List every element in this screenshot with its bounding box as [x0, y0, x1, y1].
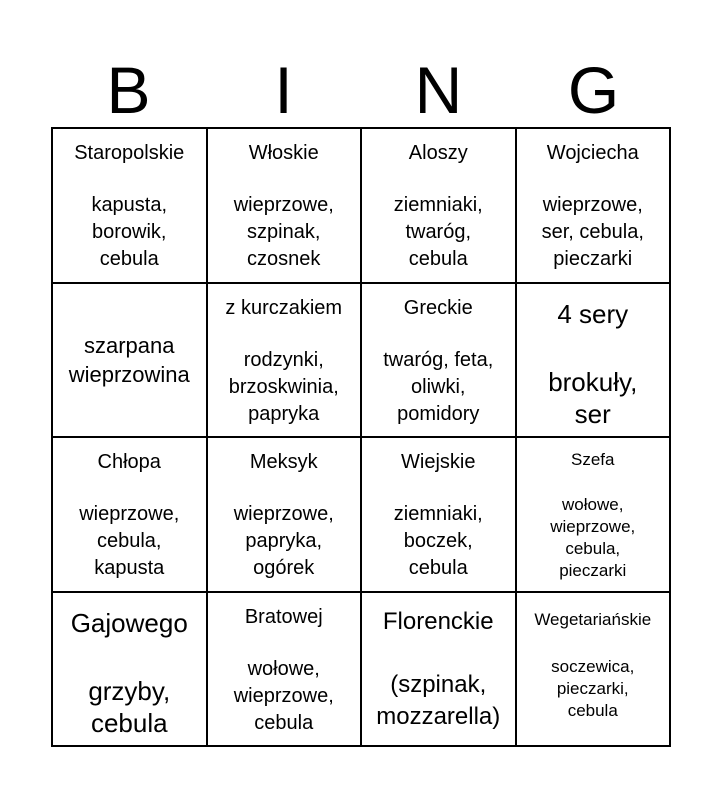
bingo-cell[interactable]: [517, 284, 672, 439]
header-letter-i: I: [274, 53, 293, 127]
cell-title: Chłopa: [97, 451, 161, 473]
bingo-cell[interactable]: [53, 129, 208, 284]
cell-ingredients: wieprzowe, ser, cebula, pieczarki: [541, 194, 644, 270]
cell-title: Wiejskie: [401, 451, 476, 473]
bingo-cell[interactable]: [362, 129, 517, 284]
cell-ingredients: brokuły, ser: [548, 366, 638, 429]
cell-title: Wegetariańskie: [534, 609, 652, 629]
cell-ingredients: szarpana wieprzowina: [68, 332, 190, 387]
bingo-cell[interactable]: [362, 593, 517, 748]
cell-ingredients: twaróg, feta, oliwki, pomidory: [383, 348, 494, 425]
cell-title: z kurczakiem: [225, 296, 343, 319]
cell-title: Szefa: [571, 450, 615, 469]
bingo-header: [51, 52, 671, 128]
cell-title: Wojciecha: [546, 142, 639, 164]
bingo-cell[interactable]: [517, 438, 672, 593]
cell-title: Bratowej: [244, 605, 323, 628]
cell-ingredients: wieprzowe, cebula, kapusta: [79, 503, 180, 579]
cell-ingredients: grzyby, cebula: [88, 675, 171, 738]
header-letter-n: N: [414, 53, 463, 127]
bingo-cell[interactable]: [208, 438, 363, 593]
bingo-cell[interactable]: [53, 284, 208, 439]
cell-ingredients: (szpinak, mozzarella): [376, 670, 501, 730]
bingo-grid: [51, 127, 671, 747]
cell-ingredients: rodzynki, brzoskwinia, papryka: [228, 348, 339, 425]
header-letter-b: B: [106, 53, 151, 127]
cell-title: Meksyk: [249, 451, 318, 473]
bingo-cell[interactable]: [53, 438, 208, 593]
cell-title: Staropolskie: [74, 142, 185, 164]
bingo-cell[interactable]: [208, 129, 363, 284]
bingo-cell[interactable]: [53, 593, 208, 748]
bingo-cell[interactable]: [208, 593, 363, 748]
cell-title: Aloszy: [408, 142, 468, 164]
cell-ingredients: wołowe, wieprzowe, cebula: [233, 657, 334, 734]
cell-ingredients: ziemniaki, twaróg, cebula: [393, 194, 483, 270]
cell-ingredients: soczewica, pieczarki, cebula: [551, 656, 635, 720]
bingo-cell[interactable]: [362, 284, 517, 439]
cell-ingredients: kapusta, borowik, cebula: [91, 194, 168, 270]
cell-title: Greckie: [403, 296, 473, 319]
cell-ingredients: wołowe, wieprzowe, cebula, pieczarki: [550, 495, 636, 580]
cell-title: Włoskie: [248, 142, 319, 164]
cell-title: 4 sery: [557, 298, 629, 329]
header-letter-g: G: [567, 53, 620, 127]
cell-title: Florenckie: [382, 607, 494, 635]
bingo-cell[interactable]: [517, 593, 672, 748]
cell-ingredients: ziemniaki, boczek, cebula: [393, 503, 483, 579]
bingo-cell[interactable]: [362, 438, 517, 593]
cell-title: Gajowego: [70, 607, 188, 638]
cell-ingredients: wieprzowe, papryka, ogórek: [233, 503, 334, 579]
bingo-cell[interactable]: [517, 129, 672, 284]
cell-ingredients: wieprzowe, szpinak, czosnek: [233, 194, 334, 270]
bingo-cell[interactable]: [208, 284, 363, 439]
